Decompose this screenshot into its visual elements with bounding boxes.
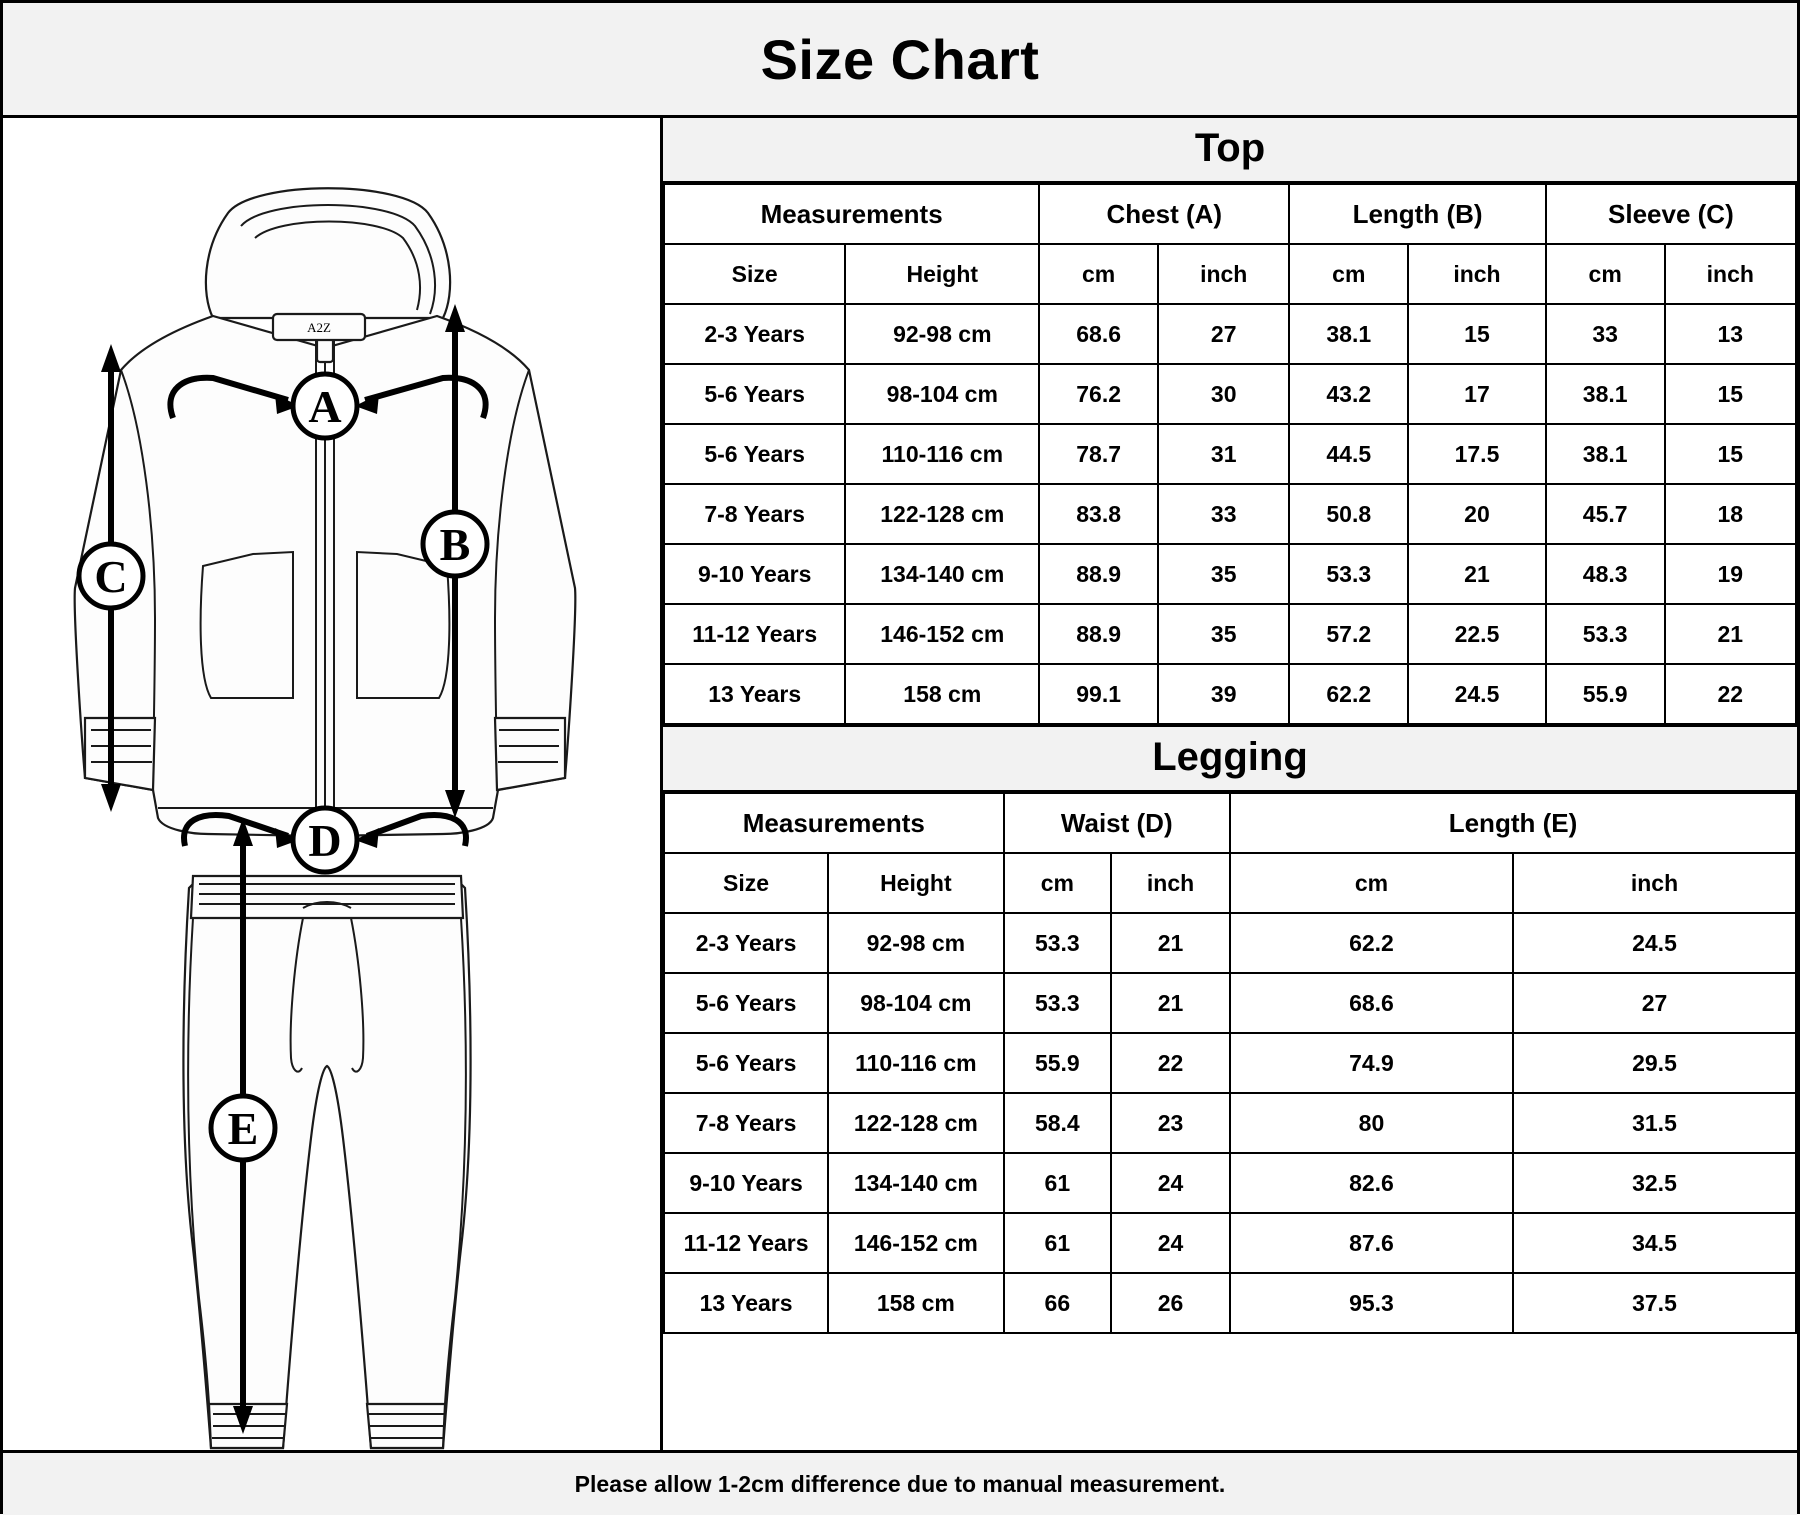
legging-size-table [663,792,1797,1334]
top-chest-header: Chest (A) [1039,184,1289,244]
cell-size: 5-6 Years [664,424,845,484]
cell-waist-cm: 53.3 [1004,913,1112,973]
cell-sleeve-inch: 19 [1665,544,1796,604]
cell-waist-inch: 23 [1111,1093,1230,1153]
marker-a-label: A [308,381,342,432]
cell-height: 92-98 cm [828,913,1003,973]
marker-d-label: D [308,815,342,866]
brand-tag-text: A2Z [307,320,331,335]
cell-length-cm: 57.2 [1289,604,1408,664]
cell-chest-inch: 35 [1158,544,1289,604]
cell-length-cm: 74.9 [1230,1033,1513,1093]
table-row [664,604,1796,664]
cell-length-inch: 17.5 [1408,424,1546,484]
cell-size: 9-10 Years [664,544,845,604]
cell-length-cm: 95.3 [1230,1273,1513,1333]
cell-chest-cm: 78.7 [1039,424,1158,484]
legging-waist-inch-header: inch [1111,853,1230,913]
cell-length-inch: 37.5 [1513,1273,1796,1333]
cell-size: 7-8 Years [664,1093,828,1153]
cell-chest-inch: 31 [1158,424,1289,484]
cell-length-cm: 62.2 [1289,664,1408,724]
top-size-header: Size [664,244,845,304]
top-chest-inch-header: inch [1158,244,1289,304]
legging-length-cm-header: cm [1230,853,1513,913]
table-row [664,913,1796,973]
table-row [664,304,1796,364]
cell-length-inch: 15 [1408,304,1546,364]
top-sleeve-inch-header: inch [1665,244,1796,304]
top-measurements-header: Measurements [664,184,1039,244]
cell-height: 158 cm [828,1273,1003,1333]
garment-diagram-svg [3,118,663,1450]
cell-waist-inch: 24 [1111,1153,1230,1213]
cell-chest-cm: 68.6 [1039,304,1158,364]
legging-height-header: Height [828,853,1003,913]
cell-sleeve-inch: 15 [1665,364,1796,424]
cell-length-inch: 21 [1408,544,1546,604]
marker-e [211,1096,275,1160]
table-row [664,544,1796,604]
cell-height: 122-128 cm [828,1093,1003,1153]
cell-sleeve-inch: 18 [1665,484,1796,544]
cell-height: 134-140 cm [828,1153,1003,1213]
cell-chest-cm: 99.1 [1039,664,1158,724]
cell-chest-inch: 39 [1158,664,1289,724]
cell-sleeve-inch: 15 [1665,424,1796,484]
cell-waist-cm: 58.4 [1004,1093,1112,1153]
legging-length-header: Length (E) [1230,793,1796,853]
cell-waist-cm: 55.9 [1004,1033,1112,1093]
cell-length-inch: 24.5 [1408,664,1546,724]
cell-size: 11-12 Years [664,604,845,664]
cell-size: 9-10 Years [664,1153,828,1213]
cell-sleeve-cm: 45.7 [1546,484,1665,544]
page-title: Size Chart [760,27,1040,91]
cell-length-cm: 68.6 [1230,973,1513,1033]
cell-length-cm: 80 [1230,1093,1513,1153]
cell-height: 92-98 cm [845,304,1039,364]
cell-size: 2-3 Years [664,913,828,973]
cell-height: 98-104 cm [845,364,1039,424]
cell-length-inch: 29.5 [1513,1033,1796,1093]
cell-length-inch: 20 [1408,484,1546,544]
garment-illustration [3,118,663,1450]
cell-sleeve-cm: 38.1 [1546,364,1665,424]
cell-size: 5-6 Years [664,1033,828,1093]
cell-length-cm: 44.5 [1289,424,1408,484]
top-group-header-row [664,184,1796,244]
cell-length-inch: 17 [1408,364,1546,424]
legging-measurements-header: Measurements [664,793,1004,853]
cell-length-inch: 32.5 [1513,1153,1796,1213]
table-row [664,1033,1796,1093]
cell-chest-cm: 83.8 [1039,484,1158,544]
cell-sleeve-cm: 33 [1546,304,1665,364]
table-row [664,1273,1796,1333]
marker-e-label: E [227,1103,259,1154]
cell-length-cm: 62.2 [1230,913,1513,973]
cell-chest-inch: 33 [1158,484,1289,544]
top-sleeve-cm-header: cm [1546,244,1665,304]
cell-waist-cm: 66 [1004,1273,1112,1333]
marker-d [293,808,357,872]
cell-length-inch: 34.5 [1513,1213,1796,1273]
legging-sub-header-row [664,853,1796,913]
top-length-header: Length (B) [1289,184,1545,244]
cell-height: 98-104 cm [828,973,1003,1033]
cell-size: 13 Years [664,664,845,724]
cell-height: 146-152 cm [845,604,1039,664]
cell-length-cm: 87.6 [1230,1213,1513,1273]
top-height-header: Height [845,244,1039,304]
marker-b-label: B [439,519,471,570]
cell-length-cm: 50.8 [1289,484,1408,544]
top-size-table [663,183,1797,725]
table-row [664,1213,1796,1273]
cell-sleeve-cm: 48.3 [1546,544,1665,604]
cell-height: 146-152 cm [828,1213,1003,1273]
cell-height: 158 cm [845,664,1039,724]
cell-size: 7-8 Years [664,484,845,544]
title-bar [3,3,1797,118]
marker-a [293,374,357,438]
cell-size: 2-3 Years [664,304,845,364]
cell-length-cm: 53.3 [1289,544,1408,604]
hoodie-illustration [75,188,576,836]
cell-waist-inch: 24 [1111,1213,1230,1273]
marker-c-label: C [94,551,128,602]
jogger-illustration [183,876,470,1448]
cell-waist-inch: 21 [1111,913,1230,973]
table-row [664,424,1796,484]
top-length-cm-header: cm [1289,244,1408,304]
legging-group-header-row [664,793,1796,853]
cell-height: 134-140 cm [845,544,1039,604]
legging-waist-cm-header: cm [1004,853,1112,913]
legging-waist-header: Waist (D) [1004,793,1230,853]
table-row [664,664,1796,724]
cell-height: 110-116 cm [845,424,1039,484]
content-area [3,118,1797,1450]
cell-sleeve-inch: 22 [1665,664,1796,724]
marker-b [423,512,487,576]
table-row [664,1153,1796,1213]
cell-size: 5-6 Years [664,973,828,1033]
cell-waist-inch: 21 [1111,973,1230,1033]
cell-length-cm: 82.6 [1230,1153,1513,1213]
cell-waist-cm: 61 [1004,1213,1112,1273]
table-row [664,484,1796,544]
cell-waist-inch: 26 [1111,1273,1230,1333]
footer-note: Please allow 1-2cm difference due to manual measurement. [574,1470,1226,1497]
cell-length-inch: 22.5 [1408,604,1546,664]
top-section-heading: Top [663,118,1797,183]
legging-length-inch-header: inch [1513,853,1796,913]
cell-chest-inch: 27 [1158,304,1289,364]
cell-waist-cm: 53.3 [1004,973,1112,1033]
cell-size: 11-12 Years [664,1213,828,1273]
cell-size: 5-6 Years [664,364,845,424]
table-row [664,973,1796,1033]
top-sub-header-row [664,244,1796,304]
cell-length-inch: 31.5 [1513,1093,1796,1153]
top-length-inch-header: inch [1408,244,1546,304]
tables-column [663,118,1797,1450]
marker-c [79,544,143,608]
cell-length-cm: 43.2 [1289,364,1408,424]
cell-sleeve-inch: 21 [1665,604,1796,664]
cell-height: 110-116 cm [828,1033,1003,1093]
top-chest-cm-header: cm [1039,244,1158,304]
cell-chest-inch: 35 [1158,604,1289,664]
cell-sleeve-cm: 55.9 [1546,664,1665,724]
cell-chest-cm: 76.2 [1039,364,1158,424]
cell-waist-cm: 61 [1004,1153,1112,1213]
cell-height: 122-128 cm [845,484,1039,544]
cell-chest-cm: 88.9 [1039,604,1158,664]
cell-length-inch: 27 [1513,973,1796,1033]
cell-length-cm: 38.1 [1289,304,1408,364]
cell-sleeve-cm: 38.1 [1546,424,1665,484]
cell-size: 13 Years [664,1273,828,1333]
top-sleeve-header: Sleeve (C) [1546,184,1796,244]
legging-section-heading: Legging [663,725,1797,792]
cell-chest-inch: 30 [1158,364,1289,424]
cell-waist-inch: 22 [1111,1033,1230,1093]
footer-note-bar [3,1450,1797,1515]
cell-sleeve-cm: 53.3 [1546,604,1665,664]
table-row [664,1093,1796,1153]
cell-sleeve-inch: 13 [1665,304,1796,364]
table-row [664,364,1796,424]
legging-size-header: Size [664,853,828,913]
cell-chest-cm: 88.9 [1039,544,1158,604]
cell-length-inch: 24.5 [1513,913,1796,973]
